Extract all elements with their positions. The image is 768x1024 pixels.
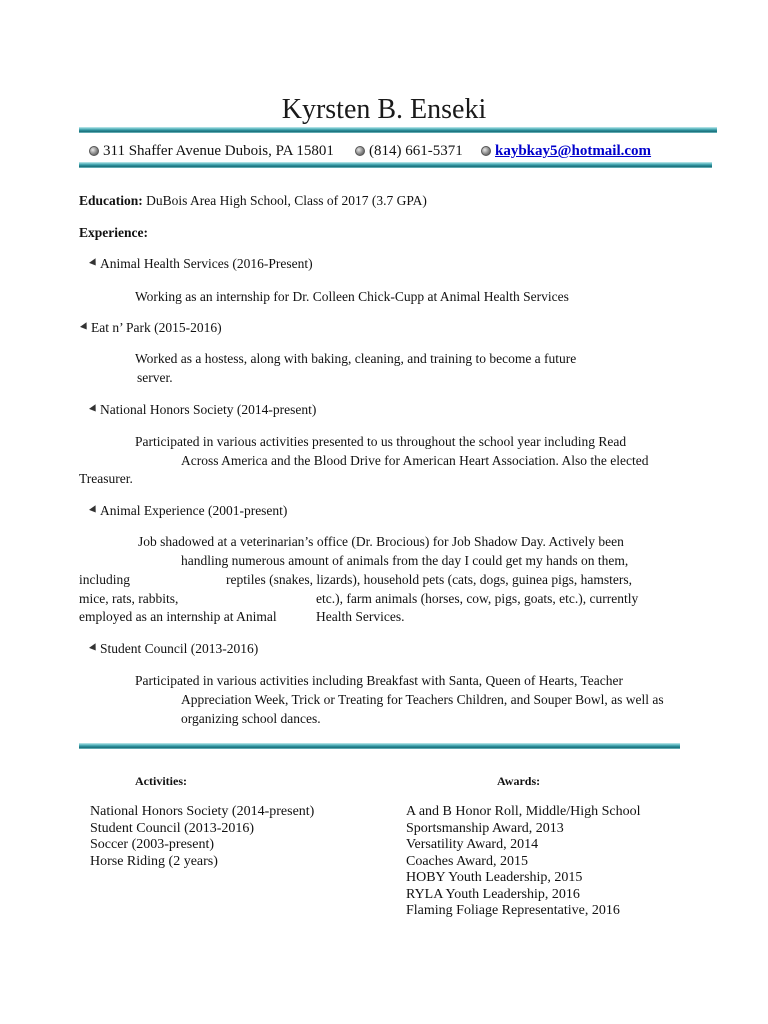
list-item: Student Council (2013-2016) [90,820,255,836]
list-item: RYLA Youth Leadership, 2016 [406,886,580,902]
awards-heading: Awards: [497,774,541,788]
list-item: National Honors Society (2014-present) [90,804,315,819]
experience-label: Experience: [79,225,148,240]
experience-title-text: Animal Health Services (2016-Present) [100,256,313,271]
experience-item-title [90,255,313,273]
email-link[interactable]: kaybkay5@hotmail.com [495,143,652,159]
arrow-bullet-icon [89,505,99,515]
experience-item-desc: Participated in various activities including Breakfast with Santa, Queen of Hearts, Teacher [135,673,624,688]
phone-line [355,141,463,161]
experience-item-desc: Participated in various activities presented to us throughout the school year including Read [135,434,627,449]
education-line [79,192,427,210]
experience-item-desc: including [79,572,130,587]
list-item: HOBY Youth Leadership, 2015 [406,870,583,885]
experience-title-text: Eat n’ Park (2015-2016) [91,320,222,335]
phone: (814) 661-5371 [369,143,463,159]
experience-item-title [90,401,316,419]
experience-item-title [90,640,258,658]
experience-title-text: National Honors Society (2014-present) [100,402,317,417]
address-bullet-icon [89,146,99,156]
arrow-bullet-icon [80,322,90,332]
list-item: Coaches Award, 2015 [406,853,528,869]
contact-line [89,141,334,161]
activities-list [90,804,314,870]
list-item: Versatility Award, 2014 [406,837,539,852]
arrow-bullet-icon [89,404,99,414]
experience-item-desc: Treasurer. [79,471,133,486]
experience-item-desc: Working as an internship for Dr. Colleen Chick-Cupp at Animal Health Services [135,289,569,304]
email-line [481,141,651,161]
education-text: DuBois Area High School, Class of 2017 (3.7 GPA) [146,193,427,208]
list-item: Flaming Foliage Representative, 2016 [406,903,620,918]
experience-title-text: Student Council (2013-2016) [100,641,259,656]
experience-item-desc: handling numerous amount of animals from the day I could get my hands on them, [181,553,629,568]
arrow-bullet-icon [89,643,99,653]
awards-list [406,804,641,920]
experience-item-desc: organizing school dances. [181,711,321,726]
experience-item-title [90,502,287,520]
list-item: Soccer (2003-present) [90,837,215,852]
experience-title-text: Animal Experience (2001-present) [100,503,288,518]
education-label: Education: [79,193,143,208]
experience-item-desc: server. [137,370,173,385]
arrow-bullet-icon [89,258,99,268]
activities-heading: Activities: [135,774,187,788]
experience-item-desc: Across America and the Blood Drive for American Heart Association. Also the elected [181,453,649,468]
experience-item-desc: etc.), farm animals (horses, cow, pigs, goats, etc.), currently [316,591,639,606]
header-rule-bottom [79,162,712,168]
phone-bullet-icon [355,146,365,156]
list-item: Horse Riding (2 years) [90,853,218,869]
experience-item-desc: Appreciation Week, Trick or Treating for Teachers Children, and Souper Bowl, as well as [181,692,664,707]
list-item: A and B Honor Roll, Middle/High School [406,804,641,819]
email-bullet-icon [481,146,491,156]
experience-item-desc: Health Services. [316,609,405,624]
experience-item-desc: Worked as a hostess, along with baking, cleaning, and training to become a future [135,351,577,366]
list-item: Sportsmanship Award, 2013 [406,820,564,836]
experience-item-desc: Job shadowed at a veterinarian’s office (Dr. Brocious) for Job Shadow Day. Actively been [138,534,624,549]
section-rule [79,743,680,749]
header-rule-top [79,127,717,133]
resume-name: Kyrsten B. Enseki [281,94,487,125]
experience-item-desc: employed as an internship at Animal [79,609,277,624]
experience-item-title [81,319,222,337]
experience-item-desc: reptiles (snakes, lizards), household pets (cats, dogs, guinea pigs, hamsters, [226,572,633,587]
address: 311 Shaffer Avenue Dubois, PA 15801 [103,143,334,159]
experience-item-desc: mice, rats, rabbits, [79,591,179,606]
